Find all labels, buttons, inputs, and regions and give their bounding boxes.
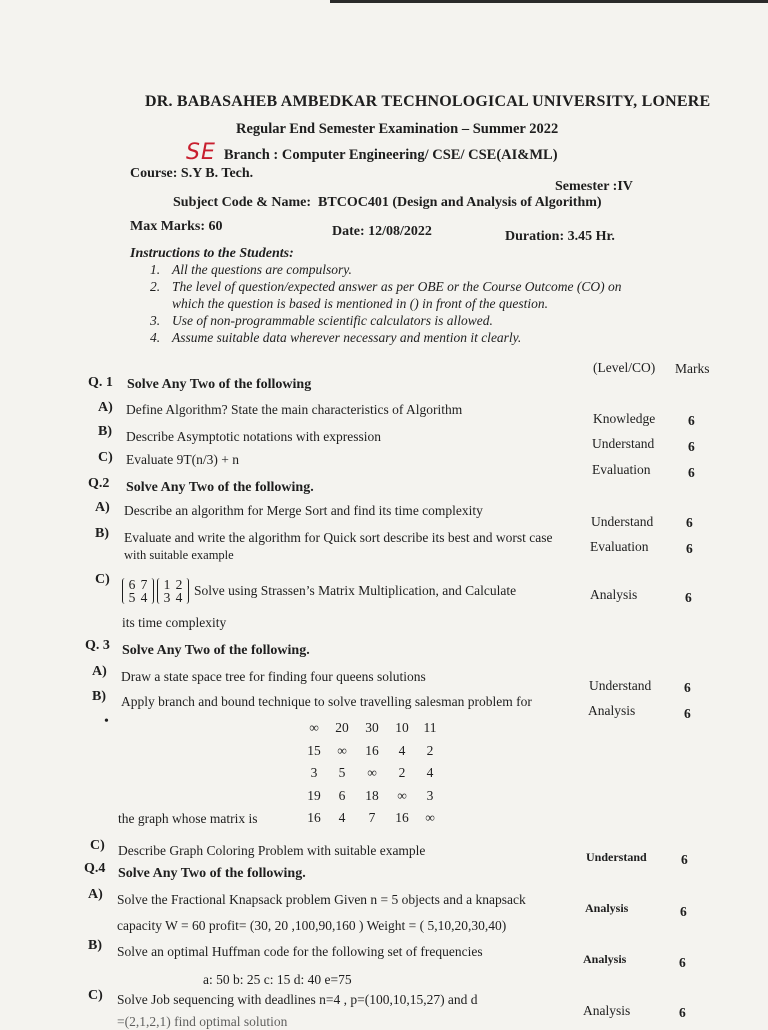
subquestion-text: Describe Graph Coloring Problem with suitable example xyxy=(118,843,426,858)
subquestion-text: Describe an algorithm for Merge Sort and find its time complexity xyxy=(124,503,483,518)
subquestion-level: Understand xyxy=(591,514,654,529)
tsp-matrix-cell: 16 xyxy=(395,810,409,825)
subquestion-label: A) xyxy=(98,400,113,415)
tsp-matrix-cell: 18 xyxy=(365,787,379,803)
subquestion-text-cont: capacity W = 60 profit= (30, 20 ,100,90,160 ) Weight = ( 5,10,20,30,40) xyxy=(117,918,507,933)
question-title: Solve Any Two of the following xyxy=(127,377,312,392)
tsp-matrix-cell: ∞ xyxy=(337,742,347,758)
subquestion-text-cont: the graph whose matrix is xyxy=(118,811,258,826)
tsp-matrix-cell: ∞ xyxy=(309,720,319,735)
university-title: DR. BABASAHEB AMBEDKAR TECHNOLOGICAL UNIVERSITY, LONERE xyxy=(145,93,711,110)
tsp-matrix-cell: 16 xyxy=(365,742,379,758)
tsp-matrix-cell: 3 xyxy=(310,765,318,780)
subquestion-label: C) xyxy=(95,572,110,587)
subquestion-text-cont: with suitable example xyxy=(124,548,234,562)
subquestion-level: Understand xyxy=(586,850,647,864)
matrix-left: 6 7 5 4 xyxy=(122,578,154,604)
branch-row xyxy=(186,140,558,165)
question-label: Q.2 xyxy=(88,476,110,491)
course-label: Course: S.Y B. Tech. xyxy=(130,166,254,181)
question-label: Q.4 xyxy=(84,861,106,876)
tsp-matrix-cell: 7 xyxy=(368,810,376,825)
subquestion-text: Solve an optimal Huffman code for the following set of frequencies xyxy=(117,944,483,959)
tsp-matrix-cell: 20 xyxy=(335,720,349,735)
subquestion-text: Evaluate 9T(n/3) + n xyxy=(126,452,239,467)
tsp-matrix-cell: ∞ xyxy=(367,765,377,780)
tsp-matrix-cell: 3 xyxy=(426,787,434,803)
tsp-matrix-cell: ∞ xyxy=(425,810,435,825)
subquestion-level: Understand xyxy=(589,678,652,693)
tsp-matrix-cell: 15 xyxy=(307,742,321,758)
tsp-matrix-cell: 11 xyxy=(423,720,437,735)
subquestion-marks: 6 xyxy=(685,590,692,605)
subject-name: BTCOC401 (Design and Analysis of Algorithm) xyxy=(318,195,602,210)
instruction-4: 4. Assume suitable data wherever necessary and mention it clearly. xyxy=(150,330,522,345)
subquestion-level: Analysis xyxy=(583,1003,631,1018)
subquestion-level: Evaluation xyxy=(590,539,649,554)
marks-column-header: Marks xyxy=(675,361,710,376)
instructions-heading: Instructions to the Students: xyxy=(130,246,294,261)
top-border-line xyxy=(330,0,768,3)
tsp-matrix-cell: 19 xyxy=(307,787,321,803)
subquestion-label: A) xyxy=(88,887,103,902)
handwritten-note: SE xyxy=(186,140,216,165)
subquestion-marks: 6 xyxy=(684,680,691,695)
tsp-matrix-row xyxy=(300,810,444,833)
tsp-matrix-row xyxy=(300,788,444,811)
subquestion-marks: 6 xyxy=(684,706,691,721)
subquestion-text: Describe Asymptotic notations with expression xyxy=(126,429,381,444)
subquestion-text: Solve the Fractional Knapsack problem Given n = 5 objects and a knapsack xyxy=(117,892,526,907)
subquestion-marks: 6 xyxy=(688,413,695,428)
question-title: Solve Any Two of the following. xyxy=(118,866,306,881)
level-column-header: (Level/CO) xyxy=(593,360,656,375)
subquestion-level: Analysis xyxy=(585,901,629,915)
subquestion-label: A) xyxy=(95,500,110,515)
tsp-matrix-cell: ∞ xyxy=(397,787,407,803)
tsp-matrix-cell: 6 xyxy=(338,787,346,803)
subquestion-text: Evaluate and write the algorithm for Quick sort describe its best and worst case xyxy=(124,530,553,545)
subquestion-level: Analysis xyxy=(588,703,636,718)
max-marks: Max Marks: 60 xyxy=(130,219,223,234)
subquestion-marks: 6 xyxy=(679,955,686,970)
margin-dot: • xyxy=(104,714,109,729)
subquestion-label: B) xyxy=(98,424,112,439)
question-label: Q. 3 xyxy=(85,638,110,653)
subquestion-marks: 6 xyxy=(688,439,695,454)
subquestion-label: C) xyxy=(90,838,105,853)
tsp-matrix-cell: 2 xyxy=(426,742,434,758)
tsp-matrix-cell: 10 xyxy=(395,720,409,735)
tsp-matrix-cell: 5 xyxy=(338,765,346,780)
subquestion-text: Apply branch and bound technique to solve travelling salesman problem for xyxy=(121,694,532,709)
subquestion-label: A) xyxy=(92,664,107,679)
subquestion-text: Solve Job sequencing with deadlines n=4 , p=(100,10,15,27) and d xyxy=(117,992,478,1007)
subquestion-label: B) xyxy=(88,938,102,953)
instruction-3: 3. Use of non-programmable scientific calculators is allowed. xyxy=(150,313,493,328)
subquestion-label: C) xyxy=(88,988,103,1003)
tsp-matrix-row xyxy=(300,720,444,743)
subquestion-marks: 6 xyxy=(688,465,695,480)
tsp-matrix-row xyxy=(300,743,444,766)
bottom-partial-text: =(2,1,2,1) find optimal solution xyxy=(117,1014,288,1029)
question-title: Solve Any Two of the following. xyxy=(122,643,310,658)
subquestion-text: Draw a state space tree for finding four queens solutions xyxy=(121,669,426,684)
exam-title: Regular End Semester Examination – Summer 2022 xyxy=(236,121,559,137)
semester-label: Semester :IV xyxy=(555,179,633,194)
tsp-matrix-cell: 2 xyxy=(398,765,406,780)
tsp-matrix-cell: 4 xyxy=(338,810,346,825)
subquestion-level: Analysis xyxy=(590,587,638,602)
subquestion-text: Define Algorithm? State the main characteristics of Algorithm xyxy=(126,402,463,417)
subject-row xyxy=(173,195,602,211)
subquestion-level: Evaluation xyxy=(592,462,651,477)
tsp-matrix-cell: 30 xyxy=(365,720,379,735)
subquestion-text: Solve using Strassen’s Matrix Multiplication, and Calculate xyxy=(194,583,517,598)
subquestion-marks: 6 xyxy=(679,1005,686,1020)
subquestion-level: Understand xyxy=(592,436,655,451)
instruction-2: 2. The level of question/expected answer as per OBE or the Course Outcome (CO) on xyxy=(150,279,622,294)
tsp-matrix-cell: 4 xyxy=(426,765,434,780)
question-title: Solve Any Two of the following. xyxy=(126,480,314,495)
tsp-matrix-cell: 4 xyxy=(398,742,406,758)
branch-text: Branch : Computer Engineering/ CSE/ CSE(AI&ML) xyxy=(223,147,558,163)
instruction-1: 1. All the questions are compulsory. xyxy=(150,262,352,277)
subquestion-level: Knowledge xyxy=(593,411,656,426)
subquestion-marks: 6 xyxy=(686,515,693,530)
subquestion-level: Analysis xyxy=(583,952,627,966)
subquestion-label: C) xyxy=(98,450,113,465)
subquestion-label: B) xyxy=(95,526,109,541)
subquestion-text-cont: its time complexity xyxy=(122,615,227,630)
subquestion-marks: 6 xyxy=(680,904,687,919)
subquestion-label: B) xyxy=(92,689,106,704)
subquestion-marks: 6 xyxy=(686,541,693,556)
tsp-matrix-cell: 16 xyxy=(307,810,321,825)
subject-label: Subject Code & Name: xyxy=(173,195,312,210)
exam-date: Date: 12/08/2022 xyxy=(332,224,432,239)
instruction-2-cont: which the question is based is mentioned in () in front of the question. xyxy=(172,296,548,311)
huffman-frequencies: a: 50 b: 25 c: 15 d: 40 e=75 xyxy=(203,972,352,987)
question-label: Q. 1 xyxy=(88,375,113,390)
strassen-matrices xyxy=(122,578,516,604)
tsp-matrix-row xyxy=(300,765,444,788)
exam-duration: Duration: 3.45 Hr. xyxy=(505,229,615,244)
tsp-cost-matrix xyxy=(300,720,444,833)
matrix-right: 1 2 3 4 xyxy=(157,578,189,604)
subquestion-marks: 6 xyxy=(681,852,688,867)
